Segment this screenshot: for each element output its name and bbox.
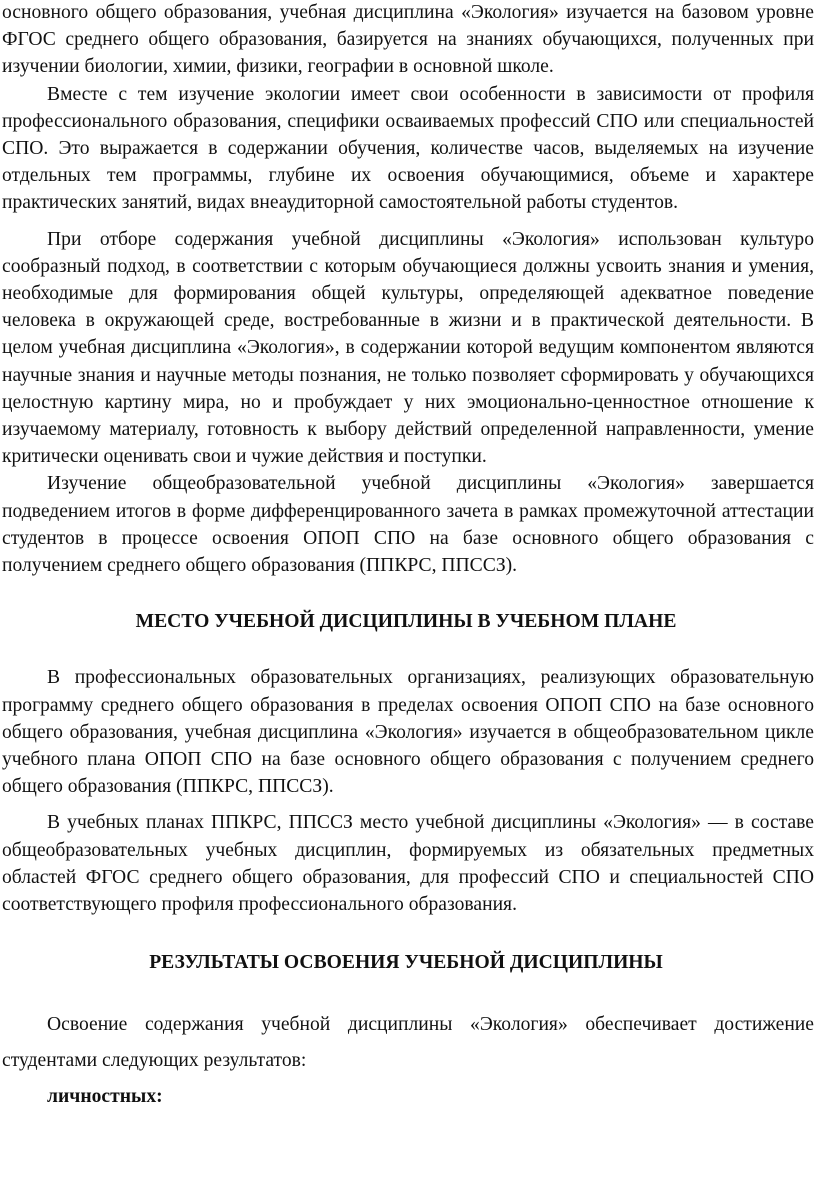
results-category-personal: личностных: bbox=[47, 1085, 163, 1107]
paragraph-final-assessment: Изучение общеобразовательной учебной дисциплины «Экология» завершается подведением итогов в форме дифференцированного зачета в рамках промежуточной аттестации студентов в процессе освоения ОПОП СПО на базе основного общего образования с получением среднего общего образования (ППКРС, ППССЗ). bbox=[2, 473, 814, 577]
spacer bbox=[2, 977, 814, 1007]
paragraph-content-selection: При отборе содержания учебной дисциплины «Экология» использован культуро сообразный подход, в соответствии с которым обучающиеся должны усвоить знания и умения, необходимые для формирования общей культуры, определяющей адекватное поведение человека в окружающей среде, востребованные в жизни и в практической деятельности. В целом учебная дисциплина «Экология», в содержании которой ведущим компонентом являются научные знания и научные методы познания, не только позволяет сформировать у обучающихся целостную картину мира, но и пробуждает у них эмоционально-ценностное отношение к изучаемому материалу, готовность к выбору действий определенной направленности, умение критически оценивать свои и чужие действия и поступки. bbox=[2, 228, 814, 468]
paragraph-results-intro: Освоение содержания учебной дисциплины «Экология» обеспечивает достижение студентами следующих результатов: bbox=[2, 1013, 814, 1071]
spacer bbox=[2, 918, 814, 949]
spacer bbox=[2, 635, 814, 664]
section-heading-learning-results: РЕЗУЛЬТАТЫ ОСВОЕНИЯ УЧЕБНОЙ ДИСЦИПЛИНЫ bbox=[149, 952, 663, 974]
spacer bbox=[2, 579, 814, 608]
section-heading-place-in-curriculum: МЕСТО УЧЕБНОЙ ДИСЦИПЛИНЫ В УЧЕБНОМ ПЛАНЕ bbox=[135, 611, 677, 633]
spacer bbox=[2, 217, 814, 226]
paragraph-study-plans: В учебных планах ППКРС, ППССЗ место учебной дисциплины «Экология» — в составе общеобразовательных учебных дисциплин, формируемых из обязательных предметных областей ФГОС среднего общего образования, для профессий СПО и специальностей СПО соответствующего профиля профессионального образования. bbox=[2, 812, 814, 916]
paragraph-intro-continuation: основного общего образования, учебная дисциплина «Экология» изучается на базовом уровне ФГОС среднего общего образования, базируется на знаниях обучающихся, полученных при изучении биологии, химии, физики, географии в основной школе. bbox=[2, 2, 814, 78]
spacer bbox=[2, 800, 814, 809]
paragraph-profile-specifics: Вместе с тем изучение экологии имеет свои особенности в зависимости от профиля профессионального образования, специфики осваиваемых профессий СПО или специальностей СПО. Это выражается в содержании обучения, количестве часов, выделяемых на изучение отдельных тем программы, глубине их освоения обучающимися, объеме и характере практических занятий, видах внеаудиторной самостоятельной работы студентов. bbox=[2, 83, 814, 214]
paragraph-curriculum-placement: В профессиональных образовательных организациях, реализующих образовательную программу среднего общего образования в пределах освоения ОПОП СПО на базе основного общего образования, учебная дисциплина «Экология» изучается в общеобразовательном цикле учебного плана ОПОП СПО на базе основного общего образования с получением среднего общего образования (ППКРС, ППССЗ). bbox=[2, 667, 814, 798]
